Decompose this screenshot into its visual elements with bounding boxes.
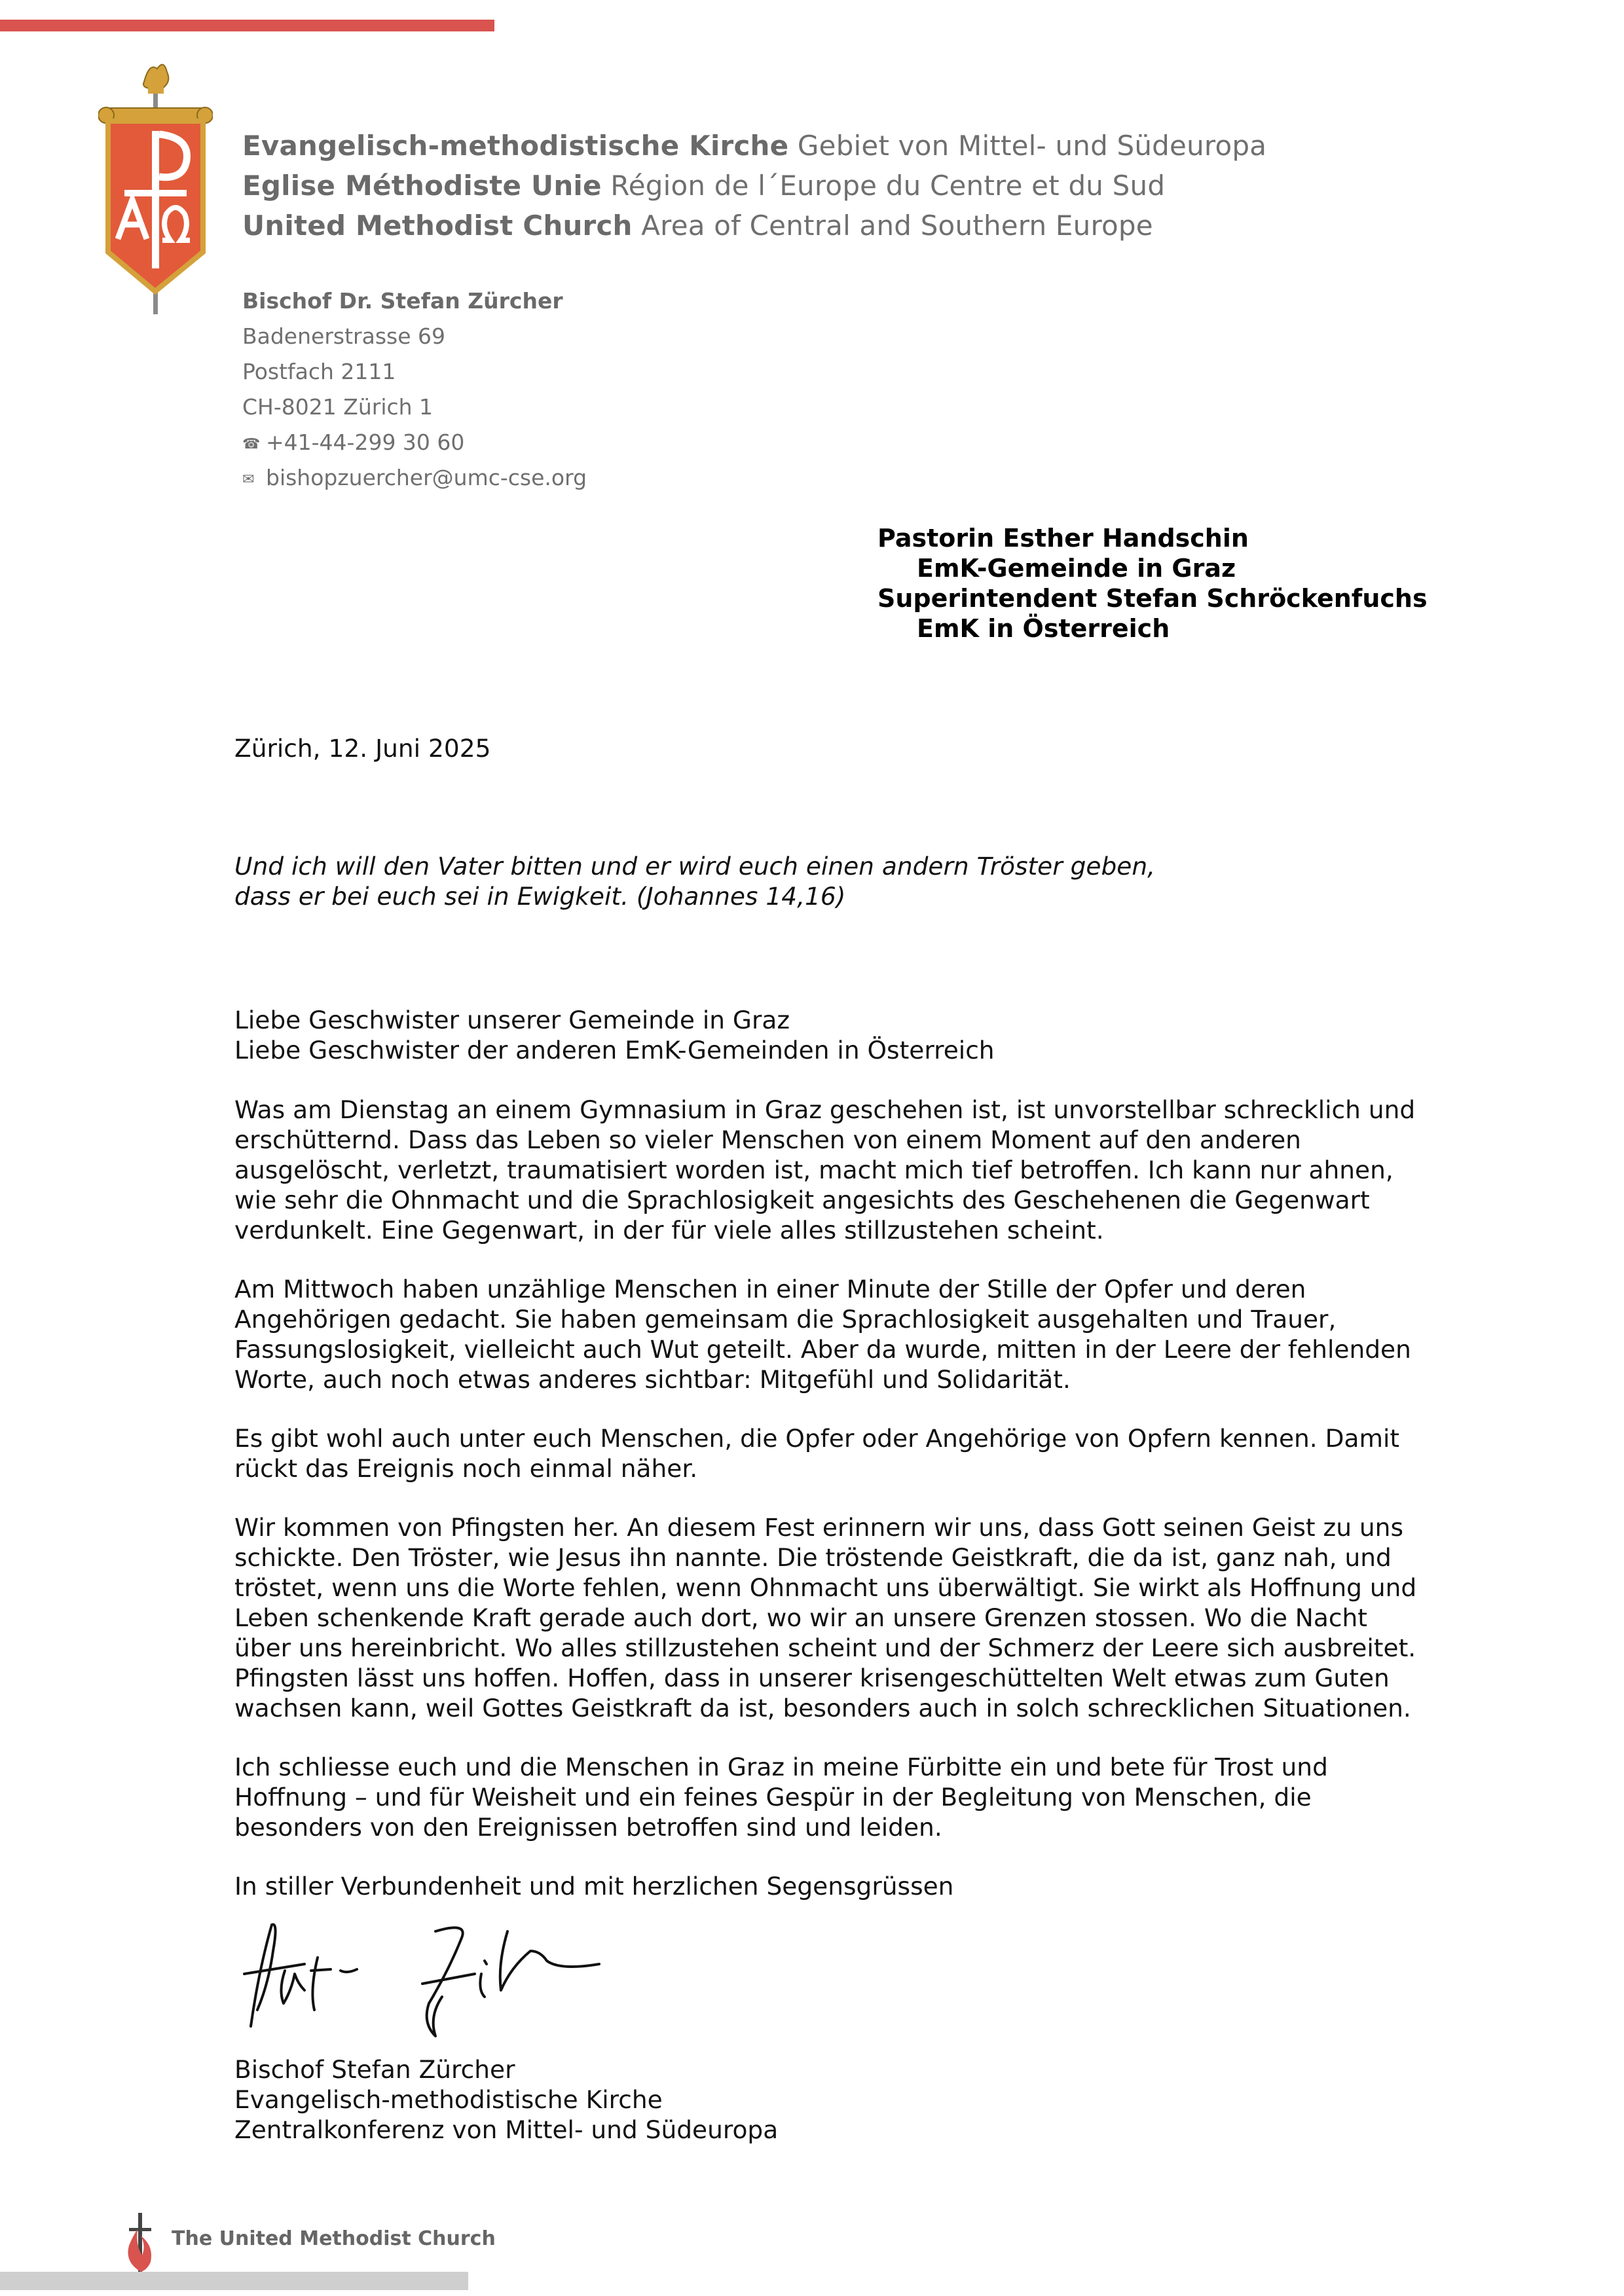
paragraph-1-line: Was am Dienstag an einem Gymnasium in Graz geschehen ist, ist unvorstellbar schrecklich und [234, 1095, 1416, 1124]
verse-line-1: Und ich will den Vater bitten und er wird euch einen andern Tröster geben, [234, 852, 1156, 881]
letterhead-french-bold: Eglise Méthodiste Unie [242, 170, 602, 202]
paragraph-3-line: Es gibt wohl auch unter euch Menschen, die Opfer oder Angehörige von Opfern kennen. Damit [234, 1424, 1400, 1453]
letterhead-english [242, 210, 1153, 242]
sender-phone: +41-44-299 30 60 [266, 429, 465, 455]
paragraph-4-line: Pfingsten lässt uns hoffen. Hoffen, dass in unserer krisengeschüttelten Welt etwas zum Guten [234, 1664, 1390, 1692]
paragraph-4-line: über uns hereinbricht. Wo alles stillzustehen scheint und der Schmerz der Leere sich ausbreitet. [234, 1633, 1416, 1662]
paragraph-1-line: verdunkelt. Eine Gegenwart, in der für viele alles stillzustehen scheint. [234, 1216, 1104, 1245]
sender-name: Bischof Dr. Stefan Zürcher [242, 288, 563, 314]
paragraph-4-line: Leben schenkende Kraft gerade auch dort, wo wir an unsere Grenzen stossen. Wo die Nacht [234, 1603, 1367, 1632]
letterhead-french [242, 170, 1165, 202]
letterhead-german-bold: Evangelisch-methodistische Kirche [242, 130, 789, 162]
letter-date: Zürich, 12. Juni 2025 [234, 734, 491, 763]
sender-email[interactable]: bishopzuercher@umc-cse.org [266, 465, 587, 490]
paragraph-2-line: Am Mittwoch haben unzählige Menschen in einer Minute der Stille der Opfer und deren [234, 1275, 1306, 1303]
paragraph-2-line: Angehörigen gedacht. Sie haben gemeinsam die Sprachlosigkeit ausgehalten und Trauer, [234, 1305, 1337, 1334]
paragraph-4-line: schickte. Den Tröster, wie Jesus ihn nannte. Die tröstende Geistkraft, die da ist, ganz nah, und [234, 1543, 1392, 1572]
phone-icon: ☎ [242, 436, 261, 452]
paragraph-1-line: erschütternd. Dass das Leben so vieler Menschen von einem Moment auf den anderen [234, 1125, 1301, 1154]
sender-city: CH-8021 Zürich 1 [242, 394, 434, 420]
cross-and-flame-icon [121, 2210, 160, 2278]
recipient-line-4: EmK in Österreich [917, 614, 1170, 643]
bottom-gray-rule [0, 2272, 468, 2290]
paragraph-1-line: ausgelöscht, verletzt, traumatisiert worden ist, macht mich tief betroffen. Ich kann nur ahnen, [234, 1156, 1393, 1184]
letterhead-english-rest: Area of Central and Southern Europe [641, 210, 1153, 242]
paragraph-4-line: Wir kommen von Pfingsten her. An diesem Fest erinnern wir uns, dass Gott seinen Geist zu uns [234, 1513, 1403, 1542]
paragraph-5-line: Hoffnung – und für Weisheit und ein feines Gespür in der Begleitung von Menschen, die [234, 1783, 1312, 1812]
salutation-line-1: Liebe Geschwister unserer Gemeinde in Graz [234, 1006, 790, 1034]
paragraph-5-line: Ich schliesse euch und die Menschen in Graz in meine Fürbitte ein und bete für Trost und [234, 1753, 1328, 1781]
letterhead-french-rest: Région de l´Europe du Centre et du Sud [610, 170, 1166, 202]
letterhead-german-rest: Gebiet von Mittel- und Südeuropa [797, 130, 1267, 162]
salutation-line-2: Liebe Geschwister der anderen EmK-Gemeinden in Österreich [234, 1036, 995, 1065]
verse-line-2: dass er bei euch sei in Ewigkeit. (Johannes 14,16) [234, 882, 846, 911]
recipient-line-3: Superintendent Stefan Schröckenfuchs [877, 584, 1428, 613]
paragraph-3-line: rückt das Ereignis noch einmal näher. [234, 1454, 698, 1483]
paragraph-2-line: Fassungslosigkeit, vielleicht auch Wut geteilt. Aber da wurde, mitten in der Leere der fehlenden [234, 1335, 1411, 1364]
recipient-line-1: Pastorin Esther Handschin [877, 524, 1249, 553]
paragraph-1-line: wie sehr die Ohnmacht und die Sprachlosigkeit angesichts des Geschehenen die Gegenwart [234, 1186, 1370, 1214]
sender-email-line [242, 465, 587, 490]
signatory-conference: Zentralkonferenz von Mittel- und Südeuropa [234, 2115, 779, 2144]
sender-po-box: Postfach 2111 [242, 359, 396, 384]
sender-phone-line [242, 429, 464, 455]
top-red-rule [0, 20, 494, 31]
recipient-line-2: EmK-Gemeinde in Graz [917, 554, 1236, 583]
paragraph-5-line: besonders von den Ereignissen betroffen sind und leiden. [234, 1813, 942, 1842]
church-emblem-logo [98, 56, 213, 314]
envelope-icon: ✉ [242, 471, 255, 488]
signatory-organization: Evangelisch-methodistische Kirche [234, 2085, 663, 2114]
paragraph-2-line: Worte, auch noch etwas anderes sichtbar: Mitgefühl und Solidarität. [234, 1365, 1071, 1394]
footer-church-name: The United Methodist Church [172, 2227, 496, 2250]
closing-line: In stiller Verbundenheit und mit herzlichen Segensgrüssen [234, 1872, 954, 1901]
paragraph-4-line: wachsen kann, weil Gottes Geistkraft da ist, besonders auch in solch schrecklichen Situationen. [234, 1694, 1411, 1722]
letterhead-german [242, 130, 1266, 162]
handwritten-signature [232, 1912, 625, 2056]
sender-street: Badenerstrasse 69 [242, 323, 445, 349]
letterhead-english-bold: United Methodist Church [242, 210, 633, 242]
paragraph-4-line: tröstet, wenn uns die Worte fehlen, wenn Ohnmacht uns überwältigt. Sie wirkt als Hoffnung und [234, 1573, 1417, 1602]
signatory-name: Bischof Stefan Zürcher [234, 2055, 515, 2084]
